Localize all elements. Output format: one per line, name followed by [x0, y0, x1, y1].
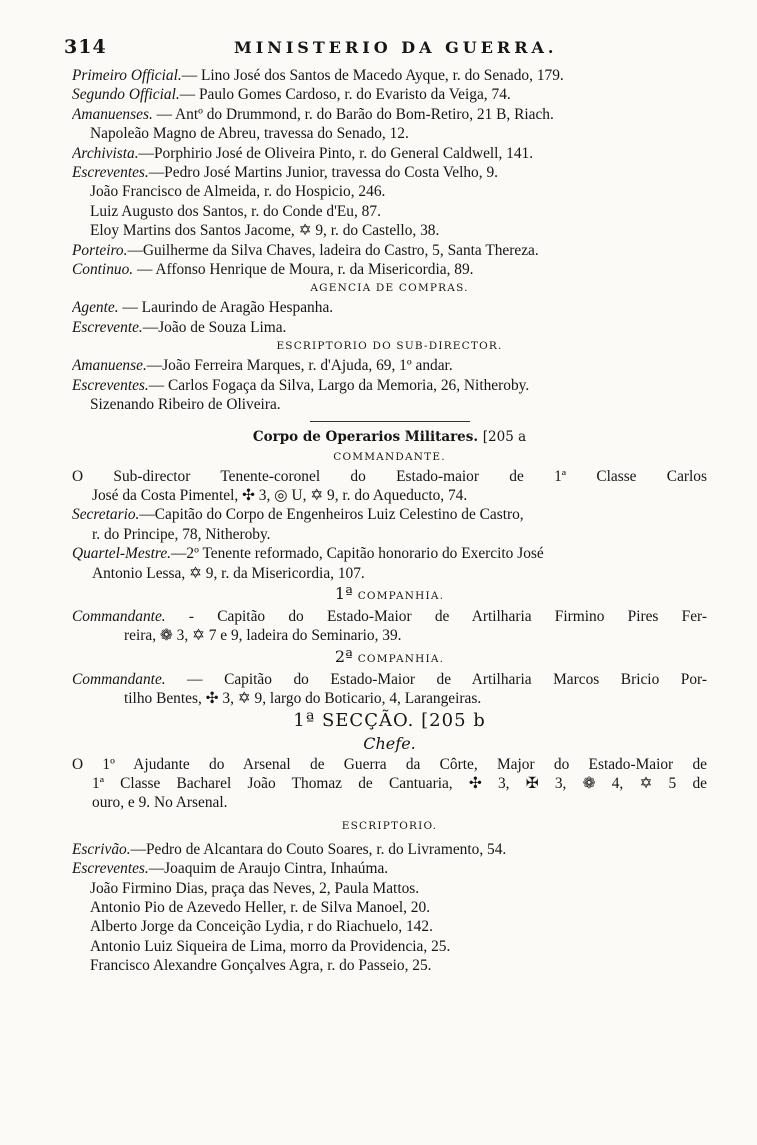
entry-escreventes: Escreventes.—Pedro José Martins Junior, travessa do Costa Velho, 9.	[72, 164, 498, 182]
entry-continuation: reira, ❁ 3, ✡ 7 e 9, ladeira do Seminario, 39.	[124, 627, 402, 645]
section-title: 1ª SECÇÃO.	[293, 709, 415, 731]
subheading-2-companhia	[72, 646, 707, 670]
subheading-commandante: COMMANDANTE.	[333, 450, 446, 463]
entry-continuation: Luiz Augusto dos Santos, r. do Conde d'Eu, 87.	[90, 202, 381, 220]
subheading-escriptorio: ESCRIPTORIO.	[341, 819, 438, 832]
company-number: 1ª	[334, 583, 353, 603]
entry-commandante-1: Commandante. - Capitão do Estado-Maior de Artilharia Firmino Pires Fer-	[72, 607, 707, 625]
entry-continuation: Sizenando Ribeiro de Oliveira.	[90, 396, 281, 414]
section-reference: [205 a	[482, 428, 527, 445]
entry-continuation: José da Costa Pimentel, ✣ 3, ◎ U, ✡ 9, r. do Aqueducto, 74.	[92, 486, 468, 504]
entry-continuation: Antonio Pio de Azevedo Heller, r. de Silva Manoel, 20.	[90, 898, 431, 916]
entry-archivista: Archivista.—Porphirio José de Oliveira Pinto, r. do General Caldwell, 141.	[72, 144, 534, 162]
running-title: MINISTERIO DA GUERRA.	[234, 38, 558, 57]
entry-quartel-mestre: Quartel-Mestre.—2º Tenente reformado, Capitão honorario do Exercito José	[72, 545, 544, 563]
company-number: 2ª	[334, 646, 353, 666]
entry-commandante-2: Commandante. — Capitão do Estado-Maior de Artilharia Marcos Bricio Por-	[72, 670, 707, 688]
entry-continuation: Antonio Luiz Siqueira de Lima, morro da Providencia, 25.	[90, 937, 451, 955]
company-label: COMPANHIA.	[357, 652, 445, 665]
entry-chefe: O 1º Ajudante do Arsenal de Guerra da Côrte, Major do Estado-Maior de	[72, 755, 707, 773]
entry-continuo: Continuo. — Affonso Henrique de Moura, r. da Misericordia, 89.	[72, 261, 474, 279]
entry-primeiro-official: Primeiro Official.— Lino José dos Santos de Macedo Ayque, r. do Senado, 179.	[72, 67, 564, 84]
entry-continuation: Antonio Lessa, ✡ 9, r. da Misericordia, 107.	[92, 564, 365, 582]
entry-continuation: Eloy Martins dos Santos Jacome, ✡ 9, r. do Castello, 38.	[90, 222, 440, 240]
subheading-1-seccao	[72, 709, 707, 733]
company-label: COMPANHIA.	[357, 589, 445, 602]
page-number: 314	[64, 36, 107, 58]
subheading-1-companhia	[72, 583, 707, 607]
entry-continuation: tilho Bentes, ✣ 3, ✡ 9, largo do Boticario, 4, Larangeiras.	[124, 690, 482, 708]
entry-escrevente: Escrevente.—João de Souza Lima.	[72, 318, 287, 336]
entry-escrivao: Escrivão.—Pedro de Alcantara do Couto Soares, r. do Livramento, 54.	[72, 840, 507, 858]
entry-agente: Agente. — Laurindo de Aragão Hespanha.	[72, 299, 334, 317]
entry-continuation: Napoleão Magno de Abreu, travessa do Senado, 12.	[90, 125, 409, 143]
entry-continuation: 1ª Classe Bacharel João Thomaz de Cantuaria, ✣ 3, ✠ 3, ❁ 4, ✡ 5 de	[92, 774, 707, 792]
entry-secretario: Secretario.—Capitão do Corpo de Engenheiros Luiz Celestino de Castro,	[72, 506, 524, 524]
entry-continuation: Alberto Jorge da Conceição Lydia, r do Riachuelo, 142.	[90, 918, 433, 936]
section-heading-corpo-operarios	[72, 426, 707, 448]
section-heading-escriptorio-sub-director: ESCRIPTORIO DO SUB-DIRECTOR.	[276, 340, 503, 353]
section-divider	[310, 421, 470, 422]
entry-continuation: ouro, e 9. No Arsenal.	[92, 794, 228, 812]
entry-sub-director: O Sub-director Tenente-coronel do Estado-maior de 1ª Classe Carlos	[72, 467, 707, 485]
section-title: Corpo de Operarios Militares.	[252, 428, 479, 445]
entry-amanuenses: Amanuenses. — Antº do Drummond, r. do Barão do Bom-Retiro, 21 B, Riach.	[72, 105, 554, 123]
entry-escreventes: Escreventes.—Joaquim de Araujo Cintra, Inhaúma.	[72, 860, 389, 878]
section-reference: [205 b	[421, 709, 486, 731]
entry-continuation: r. do Principe, 78, Nitheroby.	[92, 525, 271, 543]
entry-continuation: Francisco Alexandre Gonçalves Agra, r. do Passeio, 25.	[90, 957, 432, 975]
page-body	[72, 66, 707, 976]
entry-escreventes: Escreventes.— Carlos Fogaça da Silva, Largo da Memoria, 26, Nitheroby.	[72, 376, 530, 394]
entry-amanuense: Amanuense.—João Ferreira Marques, r. d'Ajuda, 69, 1º andar.	[72, 357, 453, 375]
subheading-chefe: Chefe.	[363, 733, 416, 753]
section-heading-agencia: AGENCIA DE COMPRAS.	[310, 282, 469, 295]
entry-segundo-official: Segundo Official.— Paulo Gomes Cardoso, r. do Evaristo da Veiga, 74.	[72, 86, 511, 104]
entry-porteiro: Porteiro.—Guilherme da Silva Chaves, ladeira do Castro, 5, Santa Thereza.	[72, 241, 539, 259]
running-header	[64, 36, 704, 66]
entry-continuation: João Firmino Dias, praça das Neves, 2, Paula Mattos.	[90, 879, 420, 897]
entry-continuation: João Francisco de Almeida, r. do Hospicio, 246.	[90, 183, 386, 201]
